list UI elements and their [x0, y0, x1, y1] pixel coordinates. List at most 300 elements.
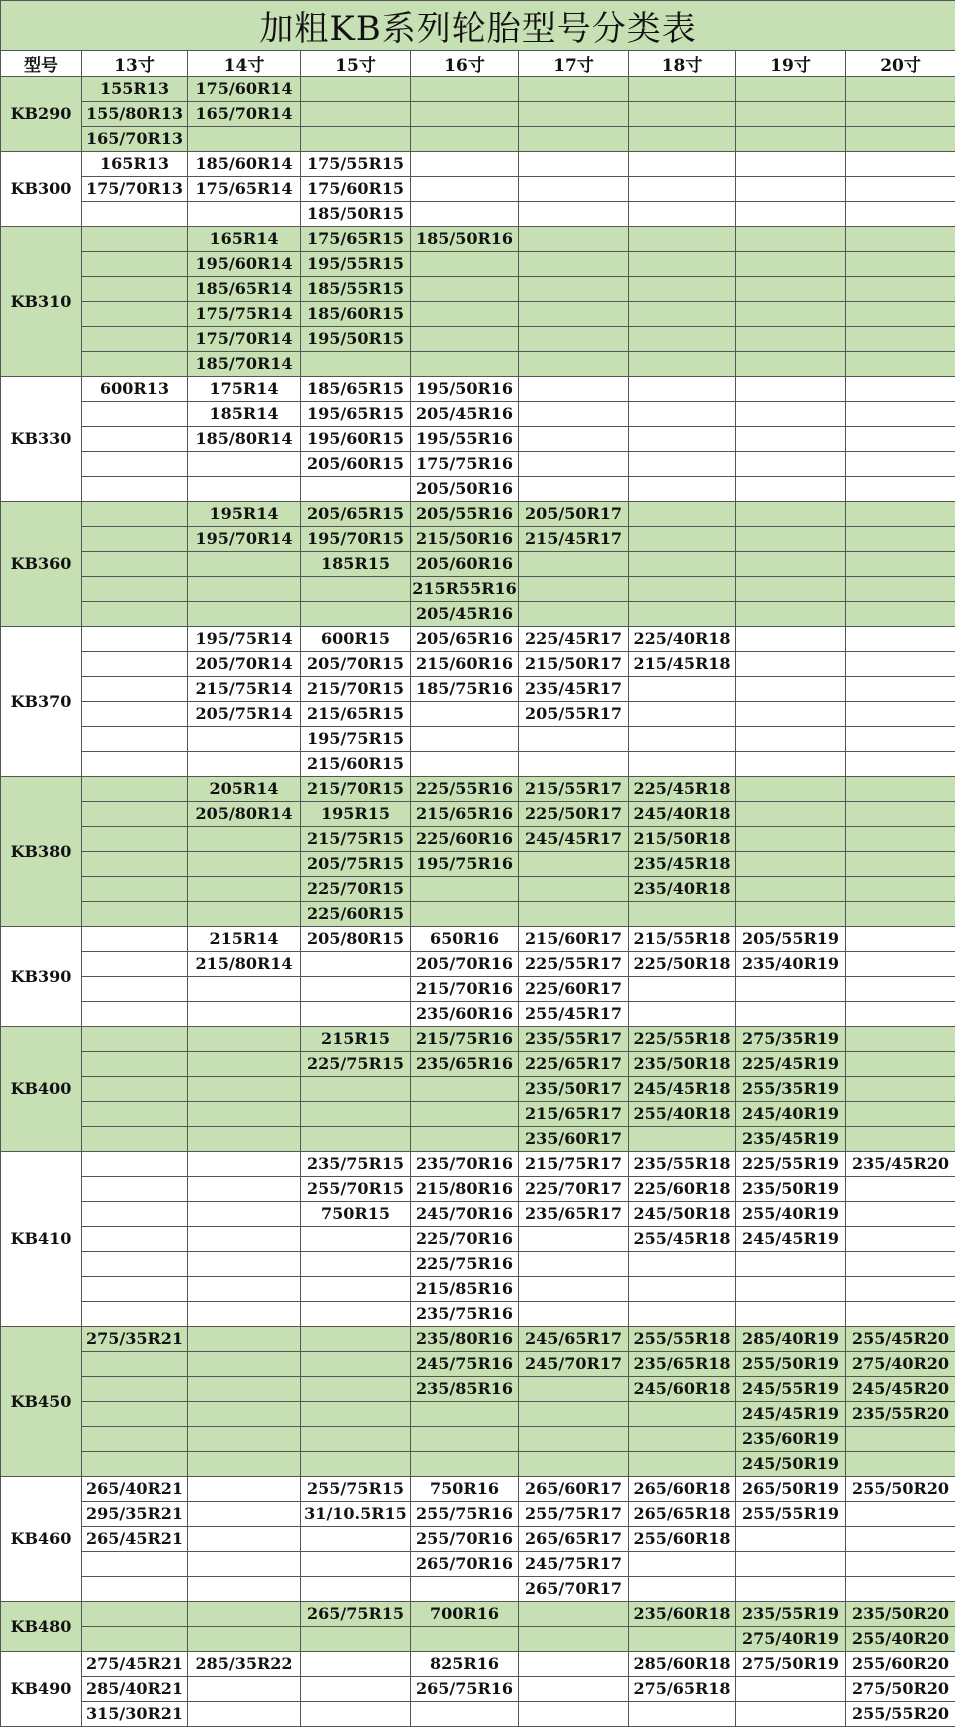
model-cell: KB410	[1, 1152, 82, 1327]
tire-size-cell	[82, 952, 188, 977]
tire-size-cell	[519, 1627, 629, 1652]
tire-size-cell	[629, 427, 736, 452]
tire-size-cell	[301, 102, 411, 127]
tire-size-cell	[846, 902, 955, 927]
tire-size-cell	[188, 1227, 301, 1252]
tire-size-cell: 235/45R17	[519, 677, 629, 702]
tire-size-cell	[411, 1127, 519, 1152]
tire-size-cell: 750R15	[301, 1202, 411, 1227]
tire-size-cell	[629, 1452, 736, 1477]
tire-size-cell: 215/65R17	[519, 1102, 629, 1127]
table-row	[1, 452, 955, 477]
tire-size-cell	[301, 1002, 411, 1027]
tire-size-cell	[736, 1677, 846, 1702]
tire-size-cell	[736, 152, 846, 177]
tire-size-cell: 215/80R16	[411, 1177, 519, 1202]
tire-size-cell	[519, 277, 629, 302]
tire-size-cell	[629, 1552, 736, 1577]
tire-size-cell	[736, 752, 846, 777]
tire-size-cell	[82, 1552, 188, 1577]
tire-size-cell	[629, 602, 736, 627]
tire-size-cell	[188, 1377, 301, 1402]
tire-size-cell: 235/60R18	[629, 1602, 736, 1627]
tire-size-cell	[629, 177, 736, 202]
tire-size-cell: 205/70R15	[301, 652, 411, 677]
tire-size-cell: 225/75R15	[301, 1052, 411, 1077]
tire-size-cell	[629, 477, 736, 502]
model-cell: KB400	[1, 1027, 82, 1152]
tire-size-cell	[846, 352, 955, 377]
tire-size-cell	[301, 1427, 411, 1452]
tire-size-cell	[846, 1577, 955, 1602]
table-row	[1, 377, 955, 402]
tire-size-cell: 215/75R14	[188, 677, 301, 702]
tire-size-cell: 205/50R16	[411, 477, 519, 502]
tire-size-cell: 185/50R16	[411, 227, 519, 252]
model-cell: KB390	[1, 927, 82, 1027]
tire-size-cell: 175/65R15	[301, 227, 411, 252]
tire-size-cell	[629, 1302, 736, 1327]
tire-size-cell	[301, 77, 411, 102]
tire-size-cell: 31/10.5R15	[301, 1502, 411, 1527]
tire-size-cell: 255/75R17	[519, 1502, 629, 1527]
tire-size-cell: 245/70R16	[411, 1202, 519, 1227]
tire-size-cell: 245/45R20	[846, 1377, 955, 1402]
tire-size-cell	[519, 902, 629, 927]
tire-size-cell	[188, 1177, 301, 1202]
tire-size-cell	[82, 1602, 188, 1627]
table-row	[1, 627, 955, 652]
tire-size-cell	[629, 677, 736, 702]
tire-size-cell	[846, 302, 955, 327]
tire-size-cell: 245/45R18	[629, 1077, 736, 1102]
tire-size-cell	[846, 1552, 955, 1577]
tire-size-cell: 235/45R18	[629, 852, 736, 877]
model-cell: KB330	[1, 377, 82, 502]
tire-size-cell	[736, 527, 846, 552]
tire-size-cell	[629, 1002, 736, 1027]
tire-size-cell: 235/50R20	[846, 1602, 955, 1627]
tire-size-cell	[82, 1302, 188, 1327]
tire-size-cell	[846, 202, 955, 227]
tire-size-cell: 185/55R15	[301, 277, 411, 302]
tire-size-cell	[301, 602, 411, 627]
tire-size-cell	[411, 1627, 519, 1652]
tire-size-cell: 255/55R20	[846, 1702, 955, 1727]
tire-size-cell: 275/40R19	[736, 1627, 846, 1652]
tire-size-cell: 175/70R14	[188, 327, 301, 352]
tire-size-cell: 215/45R18	[629, 652, 736, 677]
tire-size-cell: 265/45R21	[82, 1527, 188, 1552]
tire-size-cell	[188, 1402, 301, 1427]
tire-size-cell	[629, 102, 736, 127]
model-cell: KB300	[1, 152, 82, 227]
table-row	[1, 1252, 955, 1277]
tire-size-cell	[519, 752, 629, 777]
tire-size-cell: 225/55R16	[411, 777, 519, 802]
tire-size-cell	[519, 177, 629, 202]
tire-size-cell	[188, 1527, 301, 1552]
table-row	[1, 202, 955, 227]
tire-size-cell	[301, 1327, 411, 1352]
tire-size-cell: 185/70R14	[188, 352, 301, 377]
tire-size-cell: 245/60R18	[629, 1377, 736, 1402]
tire-size-cell	[301, 577, 411, 602]
tire-size-cell: 295/35R21	[82, 1502, 188, 1527]
tire-size-cell	[188, 602, 301, 627]
tire-size-cell	[629, 77, 736, 102]
tire-size-cell: 215/50R16	[411, 527, 519, 552]
table-row	[1, 1452, 955, 1477]
tire-size-cell	[519, 202, 629, 227]
tire-size-cell: 195/75R15	[301, 727, 411, 752]
tire-size-cell	[188, 877, 301, 902]
column-header-18in: 18寸	[629, 51, 736, 77]
tire-size-cell: 255/60R20	[846, 1652, 955, 1677]
table-row	[1, 1677, 955, 1702]
tire-size-cell: 195/50R15	[301, 327, 411, 352]
tire-size-cell	[411, 302, 519, 327]
tire-size-cell: 650R16	[411, 927, 519, 952]
tire-size-cell	[519, 1227, 629, 1252]
tire-size-cell: 245/50R19	[736, 1452, 846, 1477]
tire-size-cell: 255/50R20	[846, 1477, 955, 1502]
tire-size-cell	[846, 877, 955, 902]
tire-size-cell	[736, 302, 846, 327]
tire-size-cell: 315/30R21	[82, 1702, 188, 1727]
tire-size-cell	[629, 377, 736, 402]
table-row	[1, 1077, 955, 1102]
tire-size-cell	[82, 927, 188, 952]
tire-size-cell: 245/40R18	[629, 802, 736, 827]
tire-size-cell	[82, 1252, 188, 1277]
tire-size-cell: 215/85R16	[411, 1277, 519, 1302]
tire-size-cell	[846, 927, 955, 952]
tire-size-cell	[846, 802, 955, 827]
tire-size-cell: 155/80R13	[82, 102, 188, 127]
tire-size-cell	[519, 1602, 629, 1627]
tire-size-cell: 255/35R19	[736, 1077, 846, 1102]
tire-size-cell	[846, 852, 955, 877]
tire-size-cell: 275/50R20	[846, 1677, 955, 1702]
tire-size-cell	[736, 377, 846, 402]
tire-size-cell	[82, 1577, 188, 1602]
tire-size-cell: 215/45R17	[519, 527, 629, 552]
tire-size-cell: 215/60R17	[519, 927, 629, 952]
table-row	[1, 677, 955, 702]
tire-size-cell	[629, 402, 736, 427]
tire-size-cell	[301, 1527, 411, 1552]
tire-size-cell: 165R13	[82, 152, 188, 177]
tire-size-cell	[82, 1002, 188, 1027]
tire-size-cell	[736, 402, 846, 427]
table-row	[1, 102, 955, 127]
tire-size-cell	[301, 1227, 411, 1252]
table-row	[1, 1302, 955, 1327]
tire-size-cell: 255/45R17	[519, 1002, 629, 1027]
tire-size-cell: 215/75R16	[411, 1027, 519, 1052]
tire-size-cell	[846, 727, 955, 752]
column-header-13in: 13寸	[82, 51, 188, 77]
tire-size-cell	[519, 1452, 629, 1477]
tire-size-cell	[188, 1077, 301, 1102]
table-row	[1, 1652, 955, 1677]
tire-size-cell	[188, 1502, 301, 1527]
tire-size-cell: 235/55R17	[519, 1027, 629, 1052]
tire-size-cell: 215/55R17	[519, 777, 629, 802]
tire-size-cell: 255/60R18	[629, 1527, 736, 1552]
tire-size-cell: 215/65R15	[301, 702, 411, 727]
tire-size-cell	[629, 752, 736, 777]
tire-size-cell: 235/65R17	[519, 1202, 629, 1227]
tire-size-cell	[301, 1652, 411, 1677]
tire-size-cell: 165/70R14	[188, 102, 301, 127]
table-row	[1, 1002, 955, 1027]
table-row	[1, 427, 955, 452]
tire-size-cell	[82, 852, 188, 877]
tire-size-cell: 255/75R16	[411, 1502, 519, 1527]
tire-size-cell	[846, 1252, 955, 1277]
tire-size-cell	[188, 552, 301, 577]
tire-size-cell	[846, 502, 955, 527]
tire-size-cell	[519, 252, 629, 277]
table-row	[1, 927, 955, 952]
table-row	[1, 1202, 955, 1227]
tire-size-cell	[82, 1152, 188, 1177]
tire-size-cell	[188, 202, 301, 227]
tire-size-cell: 265/65R17	[519, 1527, 629, 1552]
tire-size-cell	[629, 1577, 736, 1602]
tire-size-cell	[846, 277, 955, 302]
tire-size-cell	[188, 477, 301, 502]
table-row	[1, 502, 955, 527]
tire-size-cell	[411, 1402, 519, 1427]
tire-size-cell	[411, 202, 519, 227]
tire-size-cell	[846, 152, 955, 177]
tire-size-cell: 175/65R14	[188, 177, 301, 202]
table-row	[1, 1527, 955, 1552]
tire-size-cell	[301, 1252, 411, 1277]
tire-size-cell	[82, 1052, 188, 1077]
tire-size-cell	[736, 702, 846, 727]
table-row	[1, 1427, 955, 1452]
tire-size-cell: 195/55R15	[301, 252, 411, 277]
tire-size-cell	[846, 1227, 955, 1252]
tire-size-cell	[301, 477, 411, 502]
tire-size-cell: 285/40R21	[82, 1677, 188, 1702]
tire-size-cell: 235/55R19	[736, 1602, 846, 1627]
tire-size-cell	[188, 1202, 301, 1227]
tire-size-cell	[846, 402, 955, 427]
tire-size-cell: 255/55R18	[629, 1327, 736, 1352]
tire-size-cell	[846, 452, 955, 477]
column-header-14in: 14寸	[188, 51, 301, 77]
tire-size-cell: 165R14	[188, 227, 301, 252]
tire-size-cell	[736, 802, 846, 827]
tire-size-cell	[736, 852, 846, 877]
table-row	[1, 302, 955, 327]
tire-size-cell	[301, 1627, 411, 1652]
tire-size-cell	[82, 877, 188, 902]
tire-size-cell: 195/55R16	[411, 427, 519, 452]
tire-size-cell: 185/60R15	[301, 302, 411, 327]
tire-size-cell: 225/60R15	[301, 902, 411, 927]
tire-size-cell: 185/60R14	[188, 152, 301, 177]
tire-size-cell	[188, 1327, 301, 1352]
tire-size-cell	[301, 1102, 411, 1127]
tire-size-cell	[519, 552, 629, 577]
tire-size-cell: 275/45R21	[82, 1652, 188, 1677]
tire-size-cell: 175/60R15	[301, 177, 411, 202]
tire-size-cell: 235/60R19	[736, 1427, 846, 1452]
tire-size-cell	[82, 1377, 188, 1402]
model-cell: KB310	[1, 227, 82, 377]
tire-size-cell: 205/75R15	[301, 852, 411, 877]
tire-size-cell	[846, 1052, 955, 1077]
tire-size-cell	[301, 1677, 411, 1702]
tire-size-cell	[629, 1427, 736, 1452]
tire-size-cell	[301, 1077, 411, 1102]
tire-size-cell: 235/40R18	[629, 877, 736, 902]
tire-size-cell	[519, 602, 629, 627]
tire-size-cell: 195R14	[188, 502, 301, 527]
tire-size-cell: 265/50R19	[736, 1477, 846, 1502]
tire-size-cell: 225/70R15	[301, 877, 411, 902]
tire-size-cell	[736, 627, 846, 652]
tire-size-cell	[846, 252, 955, 277]
table-row	[1, 352, 955, 377]
tire-size-cell	[846, 1502, 955, 1527]
tire-size-cell	[736, 277, 846, 302]
tire-size-cell	[629, 452, 736, 477]
tire-size-cell: 185/80R14	[188, 427, 301, 452]
table-row	[1, 252, 955, 277]
tire-size-cell	[411, 152, 519, 177]
tire-size-cell	[846, 1427, 955, 1452]
tire-size-cell: 235/50R19	[736, 1177, 846, 1202]
tire-size-cell	[846, 977, 955, 1002]
tire-size-cell	[519, 327, 629, 352]
table-row	[1, 827, 955, 852]
tire-size-cell	[519, 102, 629, 127]
tire-size-cell	[519, 877, 629, 902]
column-header-15in: 15寸	[301, 51, 411, 77]
tire-size-cell: 235/60R17	[519, 1127, 629, 1152]
tire-size-cell	[846, 327, 955, 352]
tire-size-cell: 205/80R14	[188, 802, 301, 827]
tire-size-cell	[519, 1677, 629, 1702]
tire-size-cell	[846, 1077, 955, 1102]
tire-size-cell	[411, 1577, 519, 1602]
column-header-19in: 19寸	[736, 51, 846, 77]
tire-size-cell	[629, 902, 736, 927]
tire-size-cell: 205/55R19	[736, 927, 846, 952]
tire-size-cell	[736, 1702, 846, 1727]
tire-size-cell	[188, 1602, 301, 1627]
tire-size-cell	[736, 877, 846, 902]
tire-size-cell: 205/60R15	[301, 452, 411, 477]
tire-size-cell	[736, 1527, 846, 1552]
tire-size-cell	[846, 752, 955, 777]
tire-size-cell: 255/40R20	[846, 1627, 955, 1652]
tire-size-cell	[846, 377, 955, 402]
tire-size-cell: 175/70R13	[82, 177, 188, 202]
table-row	[1, 1602, 955, 1627]
tire-size-cell	[301, 352, 411, 377]
tire-size-cell: 235/80R16	[411, 1327, 519, 1352]
tire-size-cell: 255/40R19	[736, 1202, 846, 1227]
tire-size-cell: 600R13	[82, 377, 188, 402]
tire-size-cell: 165/70R13	[82, 127, 188, 152]
tire-size-cell: 215/50R17	[519, 652, 629, 677]
table-row	[1, 477, 955, 502]
tire-size-cell: 265/40R21	[82, 1477, 188, 1502]
tire-size-cell: 205/80R15	[301, 927, 411, 952]
tire-size-cell: 175/55R15	[301, 152, 411, 177]
tire-size-cell	[82, 402, 188, 427]
tire-size-cell	[301, 1577, 411, 1602]
tire-size-cell	[736, 577, 846, 602]
table-row	[1, 1327, 955, 1352]
tire-size-cell	[846, 952, 955, 977]
tire-size-cell	[736, 727, 846, 752]
table-row	[1, 1227, 955, 1252]
tire-size-cell: 245/45R19	[736, 1402, 846, 1427]
column-header-16in: 16寸	[411, 51, 519, 77]
tire-size-cell	[846, 702, 955, 727]
tire-size-cell: 225/60R16	[411, 827, 519, 852]
tire-size-cell	[188, 1027, 301, 1052]
tire-size-cell	[629, 252, 736, 277]
tire-size-cell	[188, 1702, 301, 1727]
tire-size-cell	[736, 102, 846, 127]
tire-size-cell	[411, 702, 519, 727]
tire-size-cell	[82, 1627, 188, 1652]
model-cell: KB490	[1, 1652, 82, 1727]
tire-size-cell	[846, 127, 955, 152]
tire-size-cell: 225/45R17	[519, 627, 629, 652]
tire-size-cell	[519, 1427, 629, 1452]
page-title: 加粗KB系列轮胎型号分类表	[1, 1, 955, 51]
tire-size-cell	[301, 1127, 411, 1152]
tire-size-cell	[188, 852, 301, 877]
tire-size-cell	[301, 1402, 411, 1427]
tire-size-cell	[846, 777, 955, 802]
tire-size-cell: 245/65R17	[519, 1327, 629, 1352]
tire-size-cell: 225/40R18	[629, 627, 736, 652]
tire-size-cell	[736, 1552, 846, 1577]
tire-size-cell	[188, 577, 301, 602]
column-header-20in: 20寸	[846, 51, 955, 77]
tire-size-cell: 265/75R16	[411, 1677, 519, 1702]
tire-size-cell: 235/75R15	[301, 1152, 411, 1177]
tire-size-cell	[82, 302, 188, 327]
model-cell: KB450	[1, 1327, 82, 1477]
tire-size-cell	[519, 402, 629, 427]
tire-size-cell	[846, 677, 955, 702]
tire-size-cell	[629, 1277, 736, 1302]
tire-size-cell	[188, 1302, 301, 1327]
tire-size-cell	[629, 152, 736, 177]
tire-size-cell	[82, 1277, 188, 1302]
tire-size-cell	[736, 177, 846, 202]
table-row	[1, 552, 955, 577]
tire-size-cell: 175R14	[188, 377, 301, 402]
tire-size-cell: 195/50R16	[411, 377, 519, 402]
tire-size-cell	[188, 1052, 301, 1077]
tire-size-cell	[82, 727, 188, 752]
tire-size-cell	[301, 977, 411, 1002]
